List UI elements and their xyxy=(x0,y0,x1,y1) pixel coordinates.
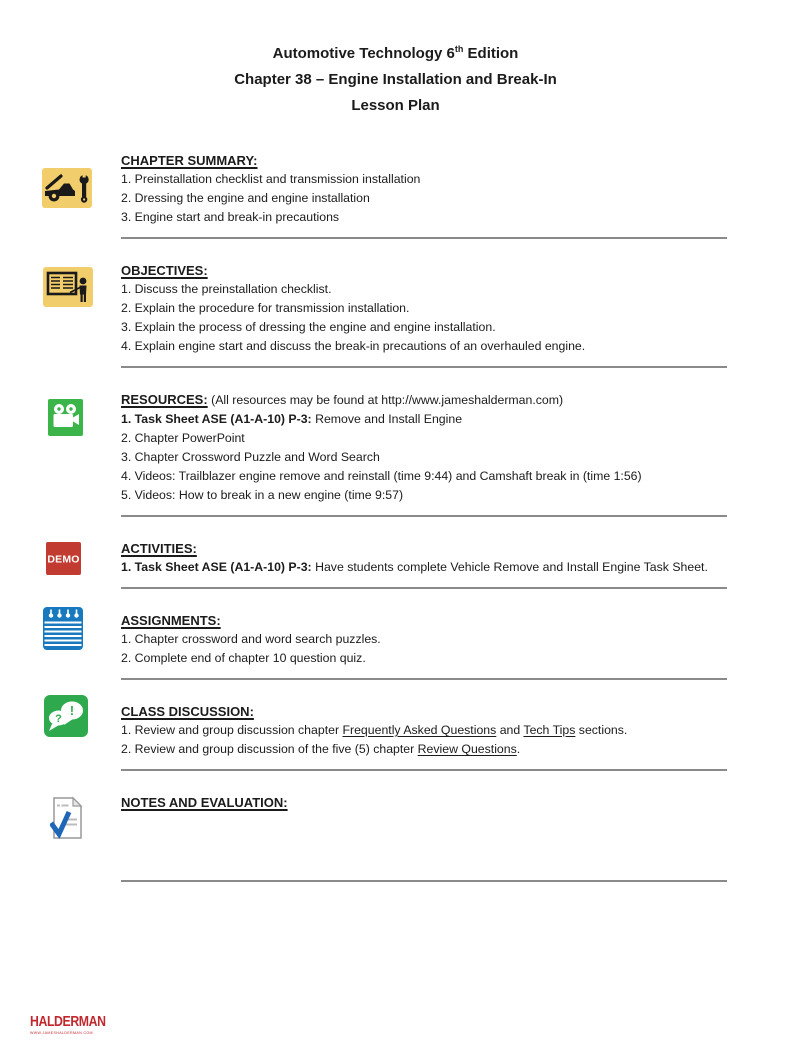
text-run: 1. Chapter crossword and word search puzzles. xyxy=(121,632,381,646)
text-run: 1. Discuss the preinstallation checklist. xyxy=(121,282,332,296)
list-item xyxy=(121,448,727,467)
list-item xyxy=(121,721,727,740)
presentation-board-icon xyxy=(43,267,93,312)
section-body xyxy=(121,611,727,668)
document-check-icon xyxy=(50,796,84,845)
discussion-icon xyxy=(44,695,88,742)
list-item xyxy=(121,208,727,227)
list-item xyxy=(121,280,727,299)
section-body xyxy=(121,390,727,505)
text-run: 4. Videos: Trailblazer engine remove and reinstall (time 9:44) and Camshaft break in (time 1:56) xyxy=(121,469,642,483)
section-body xyxy=(121,261,727,356)
section-heading xyxy=(121,390,727,410)
list-item xyxy=(121,410,727,429)
text-run: Tech Tips xyxy=(523,723,576,737)
section-heading xyxy=(121,793,727,812)
section-heading xyxy=(121,611,727,630)
section-class-discussion xyxy=(0,702,791,771)
section-body xyxy=(121,793,727,812)
section-assignments xyxy=(0,611,791,680)
section-chapter-summary xyxy=(0,151,791,239)
text-run: Frequently Asked Questions xyxy=(342,723,497,737)
text-run: and xyxy=(496,723,524,737)
list-item xyxy=(121,486,727,505)
section-divider xyxy=(121,587,727,589)
title-line-1-text: Automotive Technology 6 xyxy=(272,45,455,62)
section-heading-label: ASSIGNMENTS: xyxy=(121,613,221,628)
svg-text:?: ? xyxy=(55,713,62,725)
section-divider xyxy=(121,237,727,239)
svg-text:DEMO: DEMO xyxy=(47,553,80,566)
section-body xyxy=(121,539,727,577)
text-run: 4. Explain engine start and discuss the break-in precautions of an overhauled engine. xyxy=(121,339,586,353)
title-line-3: Lesson Plan xyxy=(351,97,440,114)
title-line-2: Chapter 38 – Engine Installation and Break-In xyxy=(234,71,557,88)
video-camera-icon xyxy=(48,399,83,441)
text-run: 2. Dressing the engine and engine installation xyxy=(121,191,370,205)
title-line-1-suffix: Edition xyxy=(463,45,519,62)
demo-icon xyxy=(46,542,81,580)
text-run: 2. Review and group discussion of the five (5) chapter xyxy=(121,742,418,756)
list-item xyxy=(121,467,727,486)
title-superscript: th xyxy=(454,44,464,54)
section-divider xyxy=(121,769,727,771)
text-run: sections. xyxy=(575,723,628,737)
text-run: 3. Chapter Crossword Puzzle and Word Search xyxy=(121,450,380,464)
text-run: 1. Task Sheet ASE (A1-A-10) P-3: xyxy=(121,560,312,574)
halderman-logo xyxy=(30,1014,122,1035)
section-heading-suffix: (All resources may be found at http://www.jameshalderman.com) xyxy=(207,393,564,407)
list-item xyxy=(121,337,727,356)
text-run: 1. Task Sheet ASE (A1-A-10) P-3: xyxy=(121,412,312,426)
text-run: 5. Videos: How to break in a new engine (time 9:57) xyxy=(121,488,404,502)
text-run: 3. Explain the process of dressing the engine and engine installation. xyxy=(121,320,496,334)
section-heading xyxy=(121,539,727,558)
text-run: Review Questions xyxy=(417,742,517,756)
text-run: 2. Chapter PowerPoint xyxy=(121,431,245,445)
svg-text:!: ! xyxy=(69,704,75,718)
section-divider xyxy=(121,880,727,882)
section-resources xyxy=(0,390,791,517)
section-heading-label: CHAPTER SUMMARY: xyxy=(121,153,258,168)
list-item xyxy=(121,740,727,759)
list-item xyxy=(121,649,727,668)
section-heading-label: RESOURCES: xyxy=(121,392,208,407)
list-item xyxy=(121,429,727,448)
section-heading xyxy=(121,261,727,280)
text-run: 1. Review and group discussion chapter xyxy=(121,723,343,737)
text-run: 2. Explain the procedure for transmission installation. xyxy=(121,301,410,315)
list-item xyxy=(121,170,727,189)
document-title xyxy=(0,36,791,119)
notepad-icon xyxy=(43,607,83,655)
halderman-logo-text: HALDERMAN xyxy=(30,1013,106,1030)
text-run: Remove and Install Engine xyxy=(311,412,463,426)
list-item xyxy=(121,299,727,318)
section-notes-and-evaluation xyxy=(0,793,791,882)
text-run: 3. Engine start and break-in precautions xyxy=(121,210,340,224)
section-activities xyxy=(0,539,791,589)
text-run: 2. Complete end of chapter 10 question quiz. xyxy=(121,651,366,665)
section-body xyxy=(121,151,727,227)
car-wrench-icon xyxy=(42,168,92,213)
text-run: . xyxy=(516,742,521,756)
section-divider xyxy=(121,515,727,517)
section-objectives xyxy=(0,261,791,368)
section-divider xyxy=(121,678,727,680)
list-item xyxy=(121,630,727,649)
lesson-plan-sections xyxy=(0,151,791,882)
section-divider xyxy=(121,366,727,368)
text-run: Have students complete Vehicle Remove and Install Engine Task Sheet. xyxy=(311,560,708,574)
list-item xyxy=(121,318,727,337)
section-heading-label: ACTIVITIES: xyxy=(121,541,197,556)
section-heading-label: CLASS DISCUSSION: xyxy=(121,704,254,719)
section-heading xyxy=(121,151,727,170)
text-run: 1. Preinstallation checklist and transmission installation xyxy=(121,172,421,186)
list-item xyxy=(121,558,727,577)
list-item xyxy=(121,189,727,208)
halderman-logo-tagline: WWW.JAMESHALDERMAN.COM xyxy=(30,1030,93,1035)
title-line-1 xyxy=(0,36,791,67)
section-body xyxy=(121,702,727,759)
section-heading-label: NOTES AND EVALUATION: xyxy=(121,795,288,810)
section-heading xyxy=(121,702,727,721)
section-heading-label: OBJECTIVES: xyxy=(121,263,208,278)
